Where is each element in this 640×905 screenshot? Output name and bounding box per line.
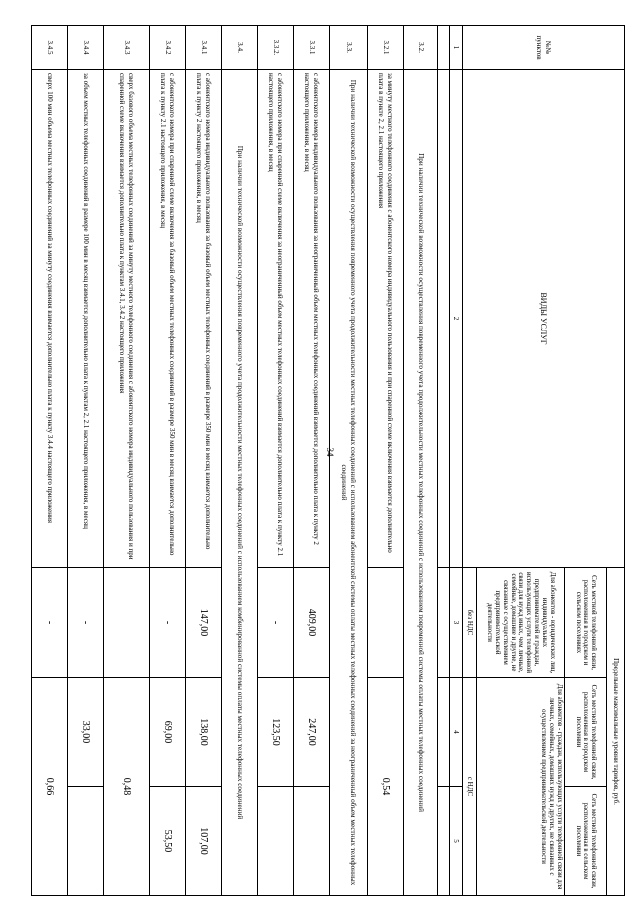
empty-cell — [438, 26, 450, 70]
tariff-value: - — [150, 568, 186, 678]
tariff-value — [104, 568, 150, 678]
service-description: за минуту местного телефонного соединения с абонентского номера индивидуального пользования и при спаренной схеме включения взимается дополнительно плата в пункте 2, 2.1 настоящего приложения — [368, 70, 404, 568]
tariff-value: 138,00 — [186, 678, 222, 787]
service-description: сверх 100 мин объема местных телефонных соединений за минуту соединения взимается дополнительно плата к пункту 3.4.4 настоящего приложения — [32, 70, 68, 568]
row-number: 3.4.1 — [186, 26, 222, 70]
col4-network-header: Сеть местной телефонной связи, расположенная в городском поселении — [565, 678, 607, 787]
vat-included-label: с НДС — [463, 678, 477, 896]
tariff-value: 247,00 — [294, 678, 330, 787]
service-description: с абонентского номера индивидуального пользования за базовый объем местных телефонных соединений в размере 350 мин в месяц взимается дополнительно плата к пункту 2 настоящего приложения, в месяц — [186, 70, 222, 568]
empty-cell — [438, 787, 450, 896]
row-number: 3.4.2 — [150, 26, 186, 70]
column-number: 2 — [450, 70, 463, 568]
col45-subscribers-header: Для абонентов - граждан, использующих услуги телефонной связи для личных, семейных, домашних нужд и других, не связанных с осуществлением предпринимательской деятельности — [477, 678, 565, 896]
section-heading: При наличии технической возможности осуществления повременного учета продолжительности местных телефонных соединений с использованием абонентской системы оплаты местных телефонных соединений за неограниченный объем местных телефонных соединений — [330, 70, 368, 896]
row-number: 3.3. — [330, 26, 368, 70]
tariff-value — [294, 787, 330, 896]
col5-network-header: Сеть местной телефонной связи, расположенная в сельском поселении — [565, 787, 607, 896]
tariff-value: - — [68, 568, 104, 678]
tariff-value: 0,54 — [368, 678, 404, 896]
tariff-value: - — [32, 568, 68, 678]
page-number: 34 — [325, 447, 335, 457]
tariff-value: 409,00 — [294, 568, 330, 678]
service-description: сверх базового объема местных телефонных соединений за минуту местного телефонного соединения с абонентского номера индивидуального пользования и при спаренной схеме включения взимается дополнительно плата к пунктам 3.4.1, 3.4.2 настоящего приложения — [104, 70, 150, 568]
row-number: 3.4.5 — [32, 26, 68, 70]
row-number: 3.2. — [404, 26, 438, 70]
num-column-header: №№ пунктов — [463, 26, 625, 70]
rotated-tariff-table-wrapper — [25, 25, 625, 895]
service-description: с абонентского номера при спаренной схеме включения за базовый объем местных телефонных соединений в размере 350 мин в месяц взимается дополнительно плата к пункту 2.1 настоящего приложения, в месяц — [150, 70, 186, 568]
tariff-value: 0,66 — [32, 678, 68, 896]
col3-subscribers-header: Для абонентов - юридических лиц, индивидуальных предпринимателей и граждан, использующих услуги телефонной связи для нужд иных, чем личные, семейные, домашние и другие, не связанные с осуществлением предпринимательской деятельности — [477, 568, 565, 678]
empty-cell — [438, 678, 450, 787]
service-description: за объем местных телефонных соединений в размере 100 мин в месяц взимается дополнительно плата к пунктам 2, 2.1 настоящего приложения, в месяц — [68, 70, 104, 568]
tariff-title-header: Предельные максимальные уровни тарифов, руб. — [607, 568, 625, 896]
tariff-value — [368, 568, 404, 678]
empty-cell — [438, 568, 450, 678]
column-number: 1 — [450, 26, 463, 70]
service-description: с абонентского номера индивидуального пользования за неограниченный объем местных телефонных соединений взимается дополнительно плата к пункту 2 настоящего приложения, в месяц — [294, 70, 330, 568]
tariff-value — [68, 787, 104, 896]
row-number: 3.4. — [222, 26, 258, 70]
tariff-value: 107,00 — [186, 787, 222, 896]
section-heading: При наличии технической возможности осуществления повременного учета продолжительности местных телефонных соединений с использованием комбинированной системы оплаты местных телефонных соединений — [222, 70, 258, 896]
service-description: с абонентского номера при спаренной схеме включения за неограниченный объем местных телефонных соединений взимается дополнительно плата к пункту 2.1 настоящего приложения, в месяц — [258, 70, 294, 568]
tariff-value: 53,50 — [150, 787, 186, 896]
tariff-value — [258, 787, 294, 896]
vat-excluded-label: без НДС — [463, 568, 477, 678]
tariff-table — [31, 25, 625, 896]
tariff-value: 123,50 — [258, 678, 294, 787]
tariff-value: 0,48 — [104, 678, 150, 896]
column-number: 4 — [450, 678, 463, 787]
column-number: 3 — [450, 568, 463, 678]
tariff-value: 33,00 — [68, 678, 104, 787]
tariff-value: 147,00 — [186, 568, 222, 678]
row-number: 3.4.3 — [104, 26, 150, 70]
col3-network-header: Сеть местной телефонной связи, расположенная в городском и сельском поселениях — [565, 568, 607, 678]
empty-cell — [438, 70, 450, 568]
column-number: 5 — [450, 787, 463, 896]
row-number: 3.3.1 — [294, 26, 330, 70]
row-number: 3.3.2. — [258, 26, 294, 70]
services-column-header: ВИДЫ УСЛУГ — [463, 70, 625, 568]
row-number: 3.4.4 — [68, 26, 104, 70]
section-heading: При наличии технической возможности осуществления повременного учета продолжительности местных телефонных соединений с использованием повременной системы оплаты местных телефонных соединений — [404, 70, 438, 896]
tariff-value: 69,00 — [150, 678, 186, 787]
tariff-value: - — [258, 568, 294, 678]
row-number: 3.2.1 — [368, 26, 404, 70]
